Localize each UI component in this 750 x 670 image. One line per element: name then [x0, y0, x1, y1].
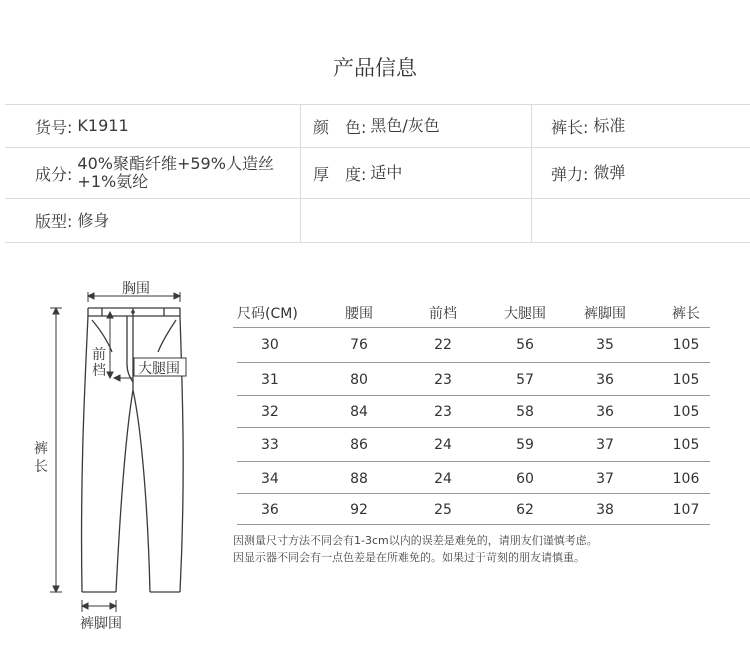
row-divider — [237, 362, 710, 363]
cell-rise: 23 — [434, 372, 452, 388]
info-value: 适中 — [370, 163, 403, 182]
info-value: 微弹 — [593, 163, 626, 182]
thigh-label: 大腿围 — [138, 361, 180, 377]
cell-size: 30 — [261, 337, 279, 353]
cell-waist: 88 — [350, 471, 368, 487]
info-cell-empty — [300, 199, 531, 242]
cell-length: 105 — [672, 437, 700, 453]
cell-rise: 22 — [434, 337, 452, 353]
info-value: 修身 — [77, 210, 110, 230]
waist-label: 胸围 — [122, 281, 150, 297]
info-value: 标准 — [593, 116, 626, 135]
row-divider — [237, 493, 710, 494]
row-divider — [237, 524, 710, 525]
cell-length: 105 — [672, 337, 700, 353]
info-cell-empty — [531, 199, 750, 242]
info-value: 40%聚酯纤维+59%人造丝+1%氨纶 — [77, 154, 274, 191]
cell-hem: 36 — [596, 404, 614, 420]
size-table-header — [233, 297, 710, 328]
note-color: 因显示器不同会有一点色差是在所难免的。如果过于苛刻的朋友请慎重。 — [233, 551, 585, 564]
note-measurement: 因测量尺寸方法不同会有1-3cm以内的误差是难免的，请朋友们谨慎考虑。 — [233, 534, 598, 547]
cell-rise: 25 — [434, 502, 452, 518]
info-label: 颜 色: — [313, 117, 367, 137]
row-divider — [237, 461, 710, 462]
header-size: 尺码(CM) — [237, 306, 298, 322]
cell-size: 31 — [261, 372, 279, 388]
cell-hem: 35 — [596, 337, 614, 353]
row-divider — [237, 395, 710, 396]
cell-thigh: 59 — [516, 437, 534, 453]
cell-size: 36 — [261, 502, 279, 518]
header-hem: 裤脚围 — [584, 306, 626, 322]
info-cell-fit — [5, 199, 300, 242]
header-rise: 前档 — [429, 306, 457, 322]
cell-waist: 76 — [350, 337, 368, 353]
info-label: 厚 度: — [313, 164, 367, 184]
hem-label: 裤脚围 — [80, 616, 122, 632]
cell-waist: 92 — [350, 502, 368, 518]
info-cell-length — [531, 105, 750, 147]
cell-length: 106 — [672, 471, 700, 487]
info-cell-color — [300, 105, 531, 147]
cell-size: 34 — [261, 471, 279, 487]
cell-hem: 38 — [596, 502, 614, 518]
cell-waist: 84 — [350, 404, 368, 420]
info-label: 裤长: — [551, 117, 589, 137]
header-waist: 腰围 — [345, 306, 373, 322]
cell-hem: 37 — [596, 437, 614, 453]
product-info-grid — [5, 105, 750, 243]
rise-label-top: 前 — [92, 347, 106, 363]
cell-thigh: 60 — [516, 471, 534, 487]
pants-outline-icon — [30, 272, 220, 642]
cell-thigh: 57 — [516, 372, 534, 388]
info-row — [5, 105, 750, 148]
cell-thigh: 62 — [516, 502, 534, 518]
cell-size: 32 — [261, 404, 279, 420]
row-divider — [237, 427, 710, 428]
info-cell-elasticity — [531, 148, 750, 198]
page-title: 产品信息 — [333, 56, 417, 80]
length-label-bottom: 长 — [34, 459, 48, 475]
info-row — [5, 199, 750, 242]
info-cell-thickness — [300, 148, 531, 198]
info-cell-material — [5, 148, 300, 198]
info-label: 弹力: — [551, 164, 589, 184]
cell-length: 107 — [672, 502, 700, 518]
cell-rise: 23 — [434, 404, 452, 420]
cell-hem: 37 — [596, 471, 614, 487]
cell-thigh: 58 — [516, 404, 534, 420]
cell-size: 33 — [261, 437, 279, 453]
header-length: 裤长 — [672, 306, 700, 322]
cell-waist: 80 — [350, 372, 368, 388]
info-label: 货号: — [35, 117, 73, 137]
info-row — [5, 148, 750, 199]
cell-thigh: 56 — [516, 337, 534, 353]
length-label-top: 裤 — [34, 441, 48, 457]
info-label: 成分: — [35, 164, 73, 184]
info-cell-sku — [5, 105, 300, 147]
info-value: K1911 — [77, 116, 129, 135]
pants-measurement-diagram — [30, 272, 220, 642]
cell-rise: 24 — [434, 471, 452, 487]
info-label: 版型: — [35, 212, 73, 231]
cell-rise: 24 — [434, 437, 452, 453]
cell-length: 105 — [672, 372, 700, 388]
info-value: 黑色/灰色 — [370, 116, 440, 135]
cell-length: 105 — [672, 404, 700, 420]
cell-waist: 86 — [350, 437, 368, 453]
header-thigh: 大腿围 — [504, 306, 546, 322]
cell-hem: 36 — [596, 372, 614, 388]
rise-label-bottom: 档 — [92, 363, 106, 379]
